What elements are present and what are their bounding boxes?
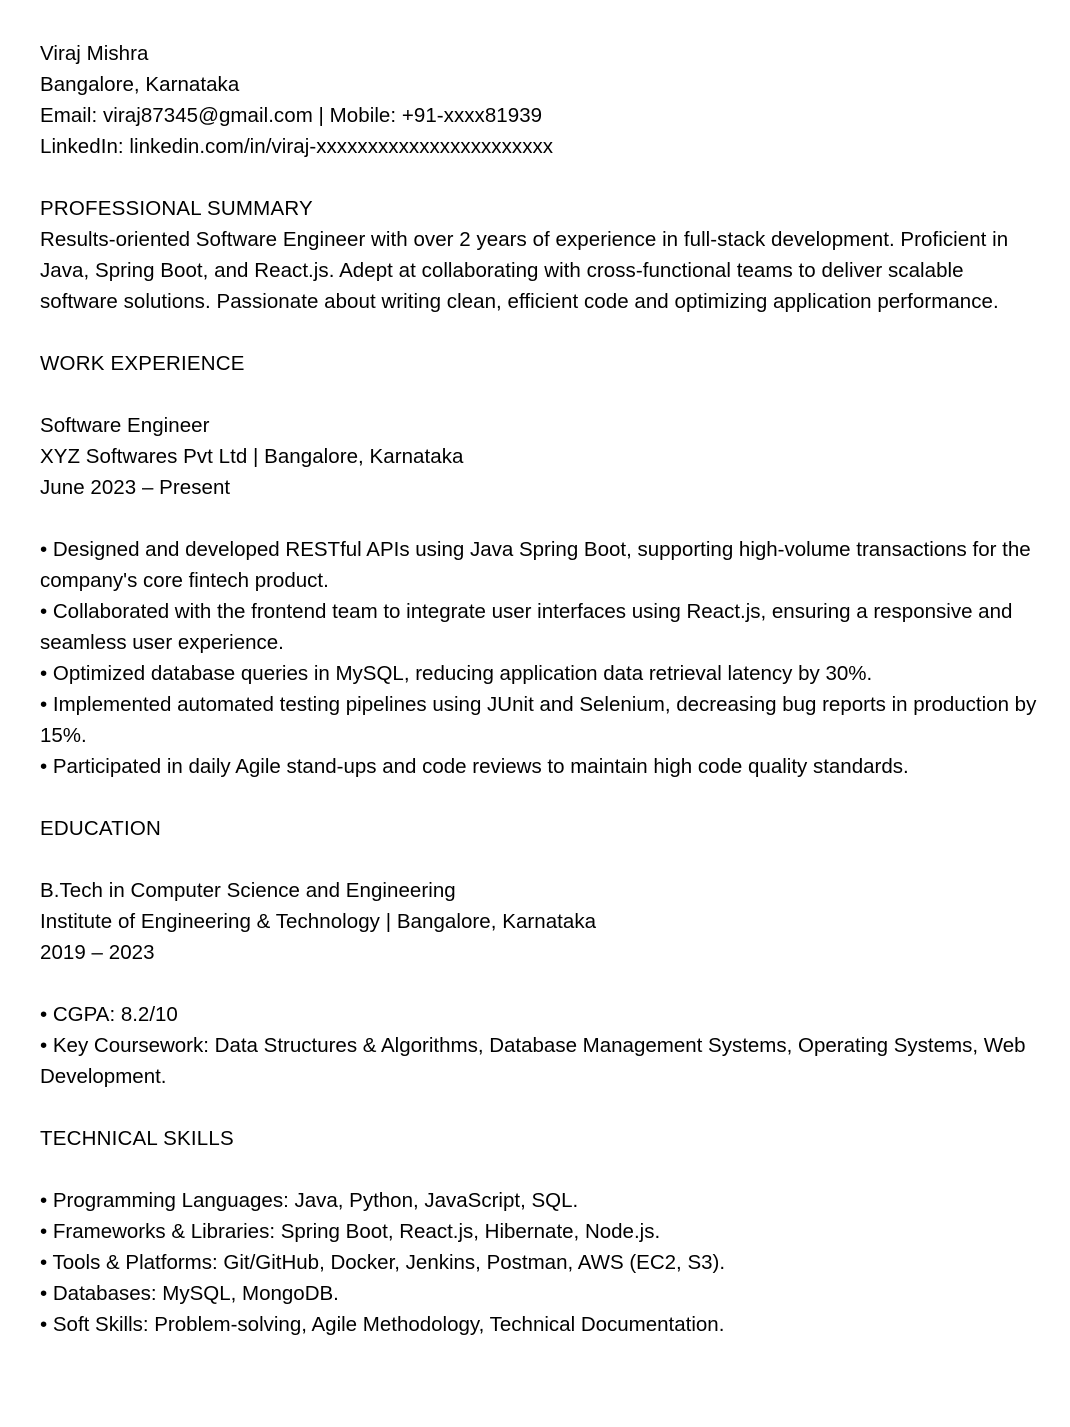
list-item: • Frameworks & Libraries: Spring Boot, React.js, Hibernate, Node.js. bbox=[40, 1220, 661, 1243]
work-experience-bullet-list bbox=[40, 534, 1043, 782]
section-work-experience bbox=[40, 348, 1043, 782]
list-item: • Key Coursework: Data Structures & Algorithms, Database Management Systems, Operating Systems, Web Development. bbox=[40, 1034, 1032, 1088]
job-company-location: XYZ Softwares Pvt Ltd | Bangalore, Karnataka bbox=[40, 445, 464, 468]
technical-skills-bullet-list bbox=[40, 1185, 1040, 1340]
work-experience-entry bbox=[40, 410, 1043, 782]
contact-header bbox=[40, 38, 1040, 162]
list-item: • Implemented automated testing pipelines using JUnit and Selenium, decreasing bug reports in production by 15%. bbox=[40, 693, 1043, 747]
candidate-contact: Email: viraj87345@gmail.com | Mobile: +91-xxxx81939 bbox=[40, 104, 543, 127]
spacer bbox=[40, 162, 1040, 193]
section-education bbox=[40, 813, 1040, 1092]
spacer bbox=[40, 968, 1040, 999]
list-item: • Soft Skills: Problem-solving, Agile Methodology, Technical Documentation. bbox=[40, 1313, 725, 1336]
list-item: • Participated in daily Agile stand-ups and code reviews to maintain high code quality standards. bbox=[40, 755, 909, 778]
section-technical-skills bbox=[40, 1123, 1040, 1340]
spacer bbox=[40, 782, 1040, 813]
spacer bbox=[40, 317, 1040, 348]
candidate-linkedin: LinkedIn: linkedin.com/in/viraj-xxxxxxxxxxxxxxxxxxxxxxx bbox=[40, 135, 554, 158]
job-title: Software Engineer bbox=[40, 414, 210, 437]
candidate-name: Viraj Mishra bbox=[40, 42, 149, 65]
list-item: • Tools & Platforms: Git/GitHub, Docker, Jenkins, Postman, AWS (EC2, S3). bbox=[40, 1251, 726, 1274]
section-professional-summary bbox=[40, 193, 1040, 317]
spacer bbox=[40, 1092, 1040, 1123]
spacer bbox=[40, 1154, 1040, 1185]
list-item: • Databases: MySQL, MongoDB. bbox=[40, 1282, 339, 1305]
list-item: • Collaborated with the frontend team to integrate user interfaces using React.js, ensuring a responsive and seamless user experience. bbox=[40, 600, 1019, 654]
section-heading-professional-summary: PROFESSIONAL SUMMARY bbox=[40, 197, 313, 220]
spacer bbox=[40, 379, 1040, 410]
education-dates: 2019 – 2023 bbox=[40, 941, 155, 964]
list-item: • Designed and developed RESTful APIs using Java Spring Boot, supporting high-volume transactions for the company's core fintech product. bbox=[40, 538, 1037, 592]
education-institution-location: Institute of Engineering & Technology | Bangalore, Karnataka bbox=[40, 910, 597, 933]
section-heading-work-experience: WORK EXPERIENCE bbox=[40, 352, 245, 375]
candidate-location: Bangalore, Karnataka bbox=[40, 73, 240, 96]
education-entry bbox=[40, 875, 1040, 1092]
spacer bbox=[40, 503, 1040, 534]
professional-summary-body: Results-oriented Software Engineer with over 2 years of experience in full-stack development. Proficient in Java, Spring Boot, and React.js. Adept at collaborating with cross-functional teams to deliver scalable software solutions. Passionate about writing clean, efficient code and optimizing application performance. bbox=[40, 228, 1014, 313]
spacer bbox=[40, 844, 1040, 875]
section-heading-education: EDUCATION bbox=[40, 817, 162, 840]
job-dates: June 2023 – Present bbox=[40, 476, 231, 499]
list-item: • Programming Languages: Java, Python, JavaScript, SQL. bbox=[40, 1189, 579, 1212]
section-heading-technical-skills: TECHNICAL SKILLS bbox=[40, 1127, 234, 1150]
education-bullet-list bbox=[40, 999, 1040, 1092]
education-degree: B.Tech in Computer Science and Engineering bbox=[40, 879, 456, 902]
list-item: • Optimized database queries in MySQL, reducing application data retrieval latency by 30%. bbox=[40, 662, 873, 685]
list-item: • CGPA: 8.2/10 bbox=[40, 1003, 178, 1026]
